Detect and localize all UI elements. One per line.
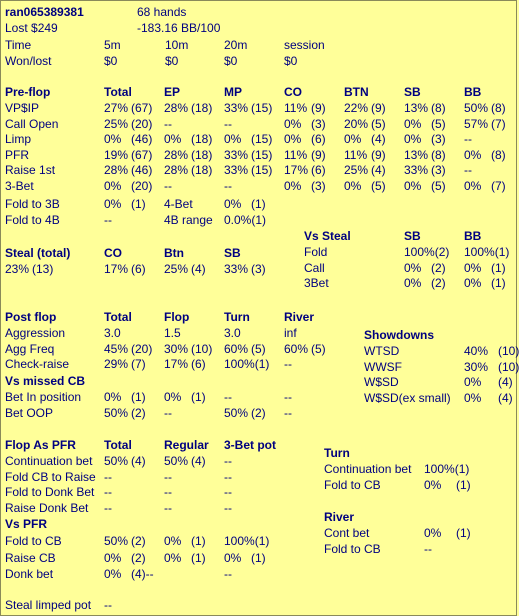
postflop-cell-value: 45%: [104, 341, 129, 356]
river-value: --: [424, 541, 432, 556]
preflop-cell-count: (67): [131, 147, 153, 162]
preflop-cell-value: 33%: [224, 147, 249, 162]
river-title: River: [324, 510, 355, 524]
preflop-cell-count: (3): [311, 178, 326, 193]
range-4b-label: 4B range: [164, 213, 213, 227]
vs-pfr-row-label: Fold to CB: [5, 534, 62, 548]
steal-col-header: SB: [224, 246, 241, 260]
showdowns-title: Showdowns: [364, 328, 434, 342]
preflop-cell-count: (8): [491, 147, 506, 162]
flop-pfr-cell-value: --: [104, 469, 112, 484]
preflop-cell-count: (20): [131, 178, 153, 193]
preflop-cell-value: 17%: [284, 163, 309, 177]
preflop-col-header: SB: [404, 85, 421, 99]
preflop-cell-count: (15): [251, 132, 273, 146]
postflop-cell-value: 29%: [104, 357, 129, 371]
flop-as-pfr-title: Flop As PFR: [5, 438, 76, 452]
flop-pfr-cell-value: 50%: [164, 454, 189, 468]
preflop-cell-count: (4): [371, 132, 386, 146]
missed-cb-row-label: Bet In position: [5, 390, 82, 404]
preflop-row-label: Limp: [5, 132, 32, 146]
preflop-cell-count: (4): [371, 163, 386, 177]
vs-steal-cell-count: (2): [431, 260, 446, 275]
showdown-value: 40%: [464, 344, 489, 358]
showdown-count: (10): [498, 344, 519, 358]
missed-cb-cell-value: 50%: [224, 405, 249, 420]
vs-steal-row-label: 3Bet: [304, 276, 329, 290]
steal-limped-label: Steal limped pot: [5, 598, 92, 612]
vs-pfr-row-label: Donk bet: [5, 567, 54, 581]
fourbet-count: (1): [251, 197, 266, 211]
flop-pfr-row-label: Raise Donk Bet: [5, 500, 89, 515]
preflop-cell-value: 25%: [104, 116, 129, 131]
showdown-value: 0%: [464, 390, 482, 405]
wonlost-value: $0: [284, 54, 298, 68]
preflop-col-header: CO: [284, 85, 302, 99]
preflop-cell-count: (8): [431, 101, 446, 115]
postflop-cell-value: 17%: [164, 357, 189, 371]
vs-steal-row-label: Call: [304, 260, 325, 275]
time-col-header: 10m: [165, 38, 189, 52]
preflop-cell-count: (7): [491, 178, 506, 193]
vs-steal-cell-value: 100%(2): [404, 245, 450, 259]
preflop-cell-count: (6): [311, 163, 326, 177]
vs-pfr-cell-count: (4)--: [131, 567, 154, 581]
flop-pfr-cell-value: --: [104, 500, 112, 515]
preflop-cell-count: (5): [431, 178, 446, 193]
fold-to-4b-value: --: [104, 213, 112, 227]
flop-pfr-cell-value: --: [104, 485, 112, 499]
missed-cb-cell-value: --: [284, 390, 292, 404]
postflop-cell-count: (10): [191, 341, 213, 356]
preflop-cell-count: (9): [371, 101, 386, 115]
preflop-cell-count: (18): [191, 132, 213, 146]
turn-count: (1): [456, 477, 471, 492]
wonlost-value: $0: [104, 54, 118, 68]
vs-pfr-row-label: Raise CB: [5, 550, 56, 565]
flop-pfr-cell-value: --: [224, 454, 232, 468]
preflop-cell-value: 0%: [284, 116, 302, 131]
preflop-cell-value: --: [164, 116, 172, 131]
preflop-cell-count: (5): [371, 178, 386, 193]
vs-pfr-cell-count: (2): [131, 534, 146, 548]
steal-limped-value: --: [104, 598, 112, 612]
preflop-cell-value: 0%: [464, 147, 482, 162]
preflop-title: Pre-flop: [5, 85, 51, 99]
postflop-row-label: Check-raise: [5, 357, 70, 371]
preflop-row-label: PFR: [5, 147, 29, 162]
vs-steal-cell-value: 0%: [464, 260, 482, 275]
postflop-row-label: Aggression: [5, 326, 66, 340]
fold-to-3b-label: Fold to 3B: [5, 197, 60, 211]
showdown-row-label: W$SD(ex small): [364, 390, 451, 405]
preflop-cell-value: --: [464, 163, 472, 177]
preflop-cell-value: 50%: [464, 101, 489, 115]
showdown-row-label: WTSD: [364, 344, 400, 358]
missed-cb-cell-count: (2): [251, 405, 266, 420]
preflop-cell-value: --: [224, 116, 232, 131]
preflop-cell-count: (46): [131, 163, 153, 177]
vs-steal-cell-value: 0%: [404, 260, 422, 275]
river-count: (1): [456, 526, 471, 540]
wonlost-value: $0: [165, 54, 179, 68]
postflop-cell-value: 60%: [284, 341, 309, 356]
vs-pfr-cell-count: (1): [251, 550, 266, 565]
vs-steal-cell-count: (1): [491, 260, 506, 275]
preflop-cell-value: 25%: [344, 163, 369, 177]
preflop-col-header: EP: [164, 85, 181, 99]
preflop-cell-value: 11%: [284, 147, 308, 162]
river-row-label: Fold to CB: [324, 541, 381, 556]
fourbet-value: 0%: [224, 197, 242, 211]
vs-pfr-cell-count: (2): [131, 550, 146, 565]
flop-pfr-cell-value: --: [224, 469, 232, 484]
fold-to-4b-label: Fold to 4B: [5, 213, 60, 227]
time-col-header: 20m: [224, 38, 248, 52]
range-4b-value: 0.0%(1): [224, 213, 267, 227]
wonlost-value: $0: [224, 54, 238, 68]
postflop-cell-value: 1.5: [164, 326, 181, 340]
preflop-cell-value: --: [164, 178, 172, 193]
missed-cb-cell-value: 0%: [104, 390, 122, 404]
postflop-row-label: Agg Freq: [5, 341, 55, 356]
preflop-cell-value: 28%: [164, 147, 189, 162]
preflop-col-header: Total: [104, 85, 132, 99]
river-row-label: Cont bet: [324, 526, 370, 540]
postflop-cell-value: 3.0: [224, 326, 241, 340]
preflop-cell-value: 0%: [404, 132, 422, 146]
preflop-cell-count: (15): [251, 163, 273, 177]
preflop-col-header: MP: [224, 85, 242, 99]
showdown-count: (4): [498, 390, 513, 405]
showdown-value: 30%: [464, 359, 489, 374]
flop-pfr-row-label: Fold to Donk Bet: [5, 485, 95, 499]
flop-pfr-cell-value: --: [164, 500, 172, 515]
preflop-cell-value: 13%: [404, 147, 429, 162]
preflop-cell-value: 0%: [284, 132, 302, 146]
vs-steal-title: Vs Steal: [304, 229, 351, 243]
steal-total-value: 23%: [5, 262, 30, 276]
postflop-col-header: River: [284, 310, 315, 324]
vs-pfr-cell-value: 0%: [164, 534, 182, 548]
preflop-cell-value: 0%: [104, 132, 122, 146]
preflop-cell-value: 0%: [464, 178, 482, 193]
vs-pfr-cell-value: 100%(1): [224, 534, 270, 548]
vs-pfr-cell-value: 0%: [224, 550, 242, 565]
fold-to-3b-value: 0%: [104, 197, 122, 211]
vs-steal-col-header: BB: [464, 229, 482, 243]
steal-total-count: (13): [32, 262, 54, 276]
bb-per-100: -183.16 BB/100: [137, 21, 221, 35]
preflop-row-label: VP$IP: [5, 101, 40, 115]
preflop-cell-value: 0%: [404, 116, 422, 131]
missed-cb-cell-count: (1): [191, 390, 206, 404]
preflop-cell-value: --: [224, 178, 232, 193]
postflop-col-header: Turn: [224, 310, 250, 324]
postflop-cell-count: (20): [131, 341, 153, 356]
flop-pfr-cell-count: (4): [191, 454, 206, 468]
postflop-title: Post flop: [5, 310, 57, 324]
missed-cb-cell-value: 0%: [164, 390, 182, 404]
preflop-cell-count: (5): [371, 116, 386, 131]
preflop-cell-count: (6): [311, 132, 326, 146]
preflop-cell-value: 0%: [404, 178, 422, 193]
preflop-cell-value: 33%: [404, 163, 429, 177]
preflop-cell-value: 11%: [284, 101, 308, 115]
preflop-cell-value: 0%: [224, 132, 242, 146]
vs-pfr-cell-count: (1): [191, 534, 206, 548]
flop-pfr-cell-value: 50%: [104, 454, 129, 468]
preflop-cell-value: 0%: [164, 132, 182, 146]
postflop-cell-count: (5): [251, 341, 266, 356]
preflop-cell-value: --: [464, 132, 472, 146]
preflop-cell-value: 22%: [344, 101, 369, 115]
preflop-cell-value: 20%: [344, 116, 369, 131]
preflop-cell-value: 0%: [344, 132, 362, 146]
vs-pfr-cell-value: 0%: [104, 567, 122, 581]
time-col-header: 5m: [104, 38, 121, 52]
preflop-cell-value: 13%: [404, 101, 429, 115]
flop-pfr-cell-value: --: [224, 500, 232, 515]
showdown-value: 0%: [464, 375, 482, 389]
steal-cell-value: 17%: [104, 262, 129, 276]
preflop-cell-count: (3): [431, 132, 446, 146]
preflop-cell-count: (5): [431, 116, 446, 131]
missed-cb-cell-value: --: [164, 405, 172, 420]
postflop-cell-value: 30%: [164, 341, 189, 356]
turn-value: 100%(1): [424, 462, 470, 476]
missed-cb-cell-value: --: [284, 405, 292, 420]
preflop-cell-value: 28%: [164, 163, 189, 177]
flop-pfr-row-label: Continuation bet: [5, 454, 93, 468]
hands-count: 68 hands: [137, 5, 187, 19]
postflop-cell-value: 60%: [224, 341, 249, 356]
postflop-cell-value: 100%(1): [224, 357, 270, 371]
steal-cell-value: 25%: [164, 262, 189, 276]
vs-steal-cell-value: 100%(1): [464, 245, 510, 259]
postflop-cell-value: inf: [284, 326, 297, 340]
vs-pfr-cell-value: 0%: [164, 550, 182, 565]
postflop-col-header: Flop: [164, 310, 190, 324]
preflop-cell-value: 19%: [104, 147, 129, 162]
preflop-col-header: BTN: [344, 85, 369, 99]
missed-cb-row-label: Bet OOP: [5, 405, 54, 420]
preflop-cell-value: 33%: [224, 101, 249, 115]
missed-cb-cell-count: (1): [131, 390, 146, 404]
preflop-cell-count: (18): [191, 101, 213, 115]
vs-steal-cell-count: (2): [431, 276, 446, 290]
postflop-cell-count: (7): [131, 357, 146, 371]
preflop-cell-count: (7): [491, 116, 506, 131]
preflop-cell-count: (18): [191, 163, 213, 177]
preflop-cell-value: 11%: [344, 147, 368, 162]
steal-cell-value: 33%: [224, 262, 249, 276]
lost-amount: Lost $249: [5, 21, 58, 35]
vs-pfr-cell-value: 0%: [104, 550, 122, 565]
preflop-cell-value: 27%: [104, 101, 129, 115]
preflop-cell-value: 33%: [224, 163, 249, 177]
postflop-cell-value: --: [284, 357, 292, 371]
preflop-cell-count: (3): [311, 116, 326, 131]
turn-value: 0%: [424, 477, 442, 492]
flop-pfr-col-header: 3-Bet pot: [224, 438, 276, 452]
steal-title: Steal (total): [5, 246, 71, 260]
fold-to-3b-count: (1): [131, 197, 146, 211]
preflop-cell-value: 28%: [164, 101, 189, 115]
preflop-cell-count: (9): [311, 101, 326, 115]
time-col-header: session: [284, 38, 325, 52]
flop-pfr-row-label: Fold CB to Raise: [5, 469, 96, 484]
wonlost-label: Won/lost: [5, 54, 52, 68]
turn-row-label: Fold to CB: [324, 477, 381, 492]
steal-col-header: Btn: [164, 246, 184, 260]
steal-cell-count: (4): [191, 262, 206, 276]
time-label: Time: [5, 38, 32, 52]
preflop-cell-count: (3): [431, 163, 446, 177]
steal-col-header: CO: [104, 246, 122, 260]
preflop-col-header: BB: [464, 85, 482, 99]
showdown-row-label: W$SD: [364, 375, 399, 389]
preflop-row-label: Raise 1st: [5, 163, 56, 177]
showdown-count: (10): [498, 359, 519, 374]
preflop-row-label: Call Open: [5, 116, 59, 131]
postflop-col-header: Total: [104, 310, 132, 324]
flop-pfr-col-header: Total: [104, 438, 132, 452]
preflop-cell-value: 0%: [344, 178, 362, 193]
flop-pfr-cell-value: --: [164, 485, 172, 499]
vs-steal-cell-value: 0%: [464, 276, 482, 290]
preflop-cell-count: (67): [131, 101, 153, 115]
steal-cell-count: (6): [131, 262, 146, 276]
vs-steal-col-header: SB: [404, 229, 421, 243]
turn-title: Turn: [324, 446, 350, 460]
preflop-cell-count: (15): [251, 101, 273, 115]
showdown-count: (4): [498, 375, 513, 389]
postflop-cell-count: (6): [191, 357, 206, 371]
vs-missed-cb-title: Vs missed CB: [5, 374, 86, 388]
steal-cell-count: (3): [251, 262, 266, 276]
preflop-cell-value: 28%: [104, 163, 129, 177]
missed-cb-cell-value: --: [224, 390, 232, 404]
preflop-cell-value: 57%: [464, 116, 489, 131]
flop-pfr-cell-value: --: [224, 485, 232, 499]
postflop-cell-count: (5): [311, 341, 326, 356]
preflop-row-label: 3-Bet: [5, 178, 34, 193]
flop-pfr-cell-value: --: [164, 469, 172, 484]
preflop-cell-count: (9): [371, 147, 386, 162]
vs-steal-cell-count: (1): [491, 276, 506, 290]
vs-pfr-cell-value: --: [224, 567, 232, 581]
preflop-cell-count: (46): [131, 132, 153, 146]
preflop-cell-count: (9): [311, 147, 326, 162]
river-value: 0%: [424, 526, 442, 540]
preflop-cell-value: 0%: [104, 178, 122, 193]
preflop-cell-count: (20): [131, 116, 153, 131]
player-name: ran065389381: [5, 5, 84, 19]
postflop-cell-value: 3.0: [104, 326, 121, 340]
showdown-row-label: WWSF: [364, 359, 402, 374]
turn-row-label: Continuation bet: [324, 462, 412, 476]
preflop-cell-value: 0%: [284, 178, 302, 193]
flop-pfr-col-header: Regular: [164, 438, 209, 452]
vs-steal-row-label: Fold: [304, 245, 328, 259]
vs-pfr-cell-value: 50%: [104, 534, 129, 548]
missed-cb-cell-value: 50%: [104, 405, 129, 420]
vs-steal-cell-value: 0%: [404, 276, 422, 290]
preflop-cell-count: (18): [191, 147, 213, 162]
flop-pfr-cell-count: (4): [131, 454, 146, 468]
preflop-cell-count: (8): [491, 101, 506, 115]
preflop-cell-count: (8): [431, 147, 446, 162]
missed-cb-cell-count: (2): [131, 405, 146, 420]
preflop-cell-count: (15): [251, 147, 273, 162]
vs-pfr-title: Vs PFR: [5, 517, 48, 531]
vs-pfr-cell-count: (1): [191, 550, 206, 565]
fourbet-label: 4-Bet: [164, 197, 193, 211]
